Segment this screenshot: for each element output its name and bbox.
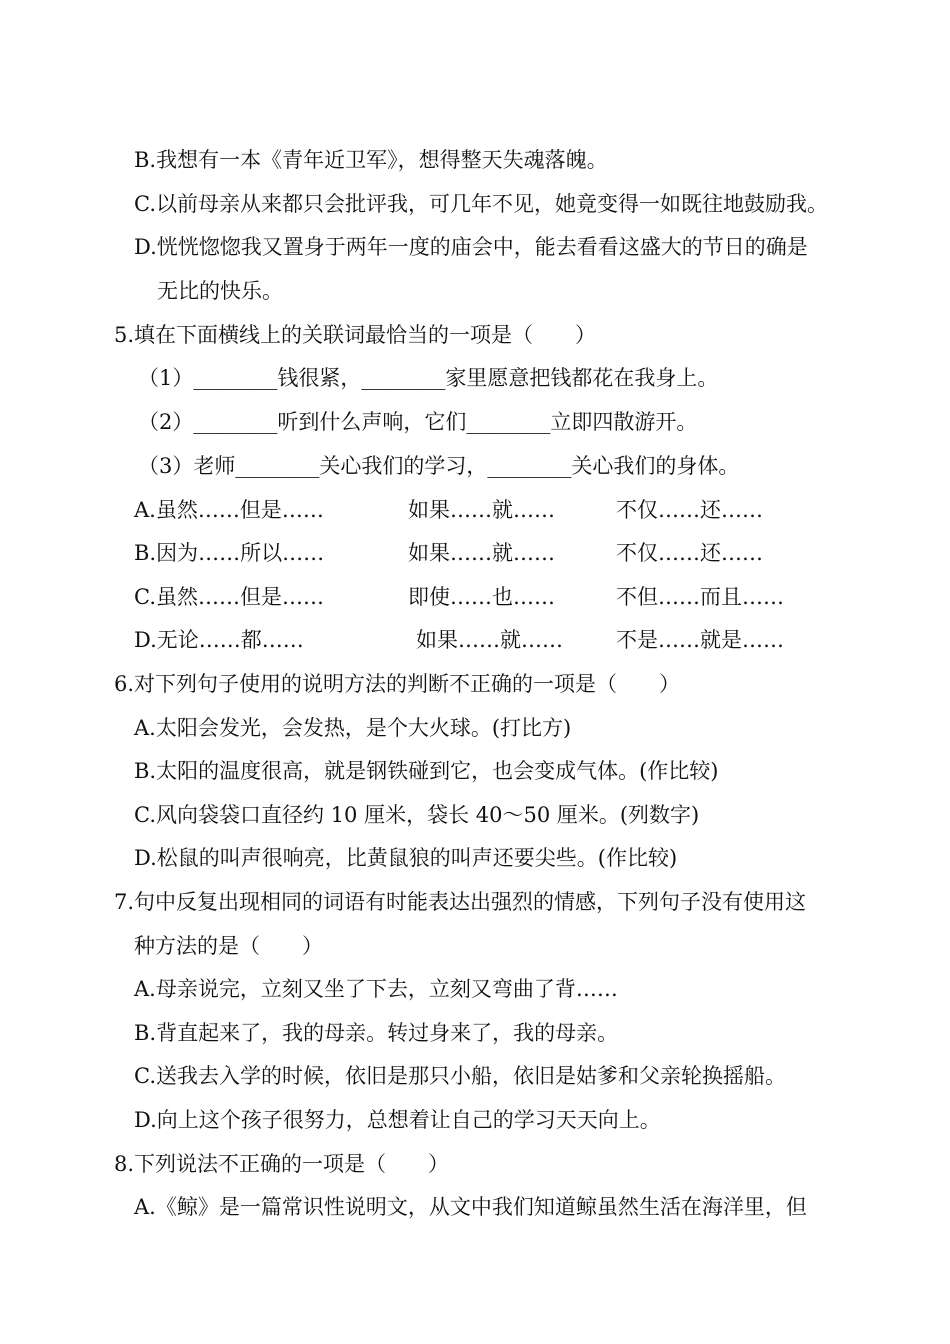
q5-option-c-col3: 不但……而且…… — [616, 585, 784, 609]
q7-option-b: B.背直起来了，我的母亲。转过身来了，我的母亲。 — [134, 1021, 619, 1045]
q4-option-b: B.我想有一本《青年近卫军》，想得整天失魂落魄。 — [134, 148, 608, 172]
q5-sentence-3: （3）老师________关心我们的学习，________关心我们的身体。 — [138, 454, 740, 478]
q8-option-a: A.《鲸》是一篇常识性说明文，从文中我们知道鲸虽然生活在海洋里，但 — [134, 1195, 807, 1219]
q4-option-d-continued: 无比的快乐。 — [157, 279, 283, 303]
q5-option-b-col2: 如果……就…… — [408, 541, 555, 565]
q5-stem: 5.填在下面横线上的关联词最恰当的一项是（ ） — [114, 323, 597, 347]
q5-sentence-2: （2）________听到什么声响，它们________立即四散游开。 — [138, 410, 698, 434]
q5-option-d-col2: 如果……就…… — [416, 628, 563, 652]
q6-option-c: C.风向袋袋口直径约 10 厘米，袋长 40～50 厘米。(列数字) — [134, 803, 700, 827]
q5-option-a-col2: 如果……就…… — [408, 498, 555, 522]
q7-option-a: A.母亲说完，立刻又坐了下去，立刻又弯曲了背…… — [134, 977, 618, 1001]
q5-option-c-col2: 即使……也…… — [408, 585, 555, 609]
q7-stem-continued: 种方法的是（ ） — [134, 934, 323, 958]
q7-stem: 7.句中反复出现相同的词语有时能表达出强烈的情感，下列句子没有使用这 — [114, 890, 807, 914]
q7-option-d: D.向上这个孩子很努力，总想着让自己的学习天天向上。 — [134, 1108, 661, 1132]
q5-option-c: C.虽然……但是…… — [134, 585, 324, 609]
q7-option-c: C.送我去入学的时候，依旧是那只小船，依旧是姑爹和父亲轮换摇船。 — [134, 1064, 786, 1088]
q8-stem: 8.下列说法不正确的一项是（ ） — [114, 1152, 450, 1176]
q5-option-a-col3: 不仅……还…… — [616, 498, 763, 522]
q4-option-d: D.恍恍惚惚我又置身于两年一度的庙会中，能去看看这盛大的节日的确是 — [134, 235, 808, 259]
q5-option-d: D.无论……都…… — [134, 628, 304, 652]
q5-option-a: A.虽然……但是…… — [134, 498, 324, 522]
q6-option-a: A.太阳会发光，会发热，是个大火球。(打比方) — [134, 716, 572, 740]
q6-stem: 6.对下列句子使用的说明方法的判断不正确的一项是（ ） — [114, 672, 681, 696]
q5-option-d-col3: 不是……就是…… — [616, 628, 784, 652]
q4-option-c: C.以前母亲从来都只会批评我，可几年不见，她竟变得一如既往地鼓励我。 — [134, 192, 828, 216]
q5-option-b: B.因为……所以…… — [134, 541, 325, 565]
q6-option-d: D.松鼠的叫声很响亮，比黄鼠狼的叫声还要尖些。(作比较) — [134, 846, 678, 870]
q5-option-b-col3: 不仅……还…… — [616, 541, 763, 565]
q5-sentence-1: （1）________钱很紧，________家里愿意把钱都花在我身上。 — [138, 366, 719, 390]
q6-option-b: B.太阳的温度很高，就是钢铁碰到它，也会变成气体。(作比较) — [134, 759, 719, 783]
